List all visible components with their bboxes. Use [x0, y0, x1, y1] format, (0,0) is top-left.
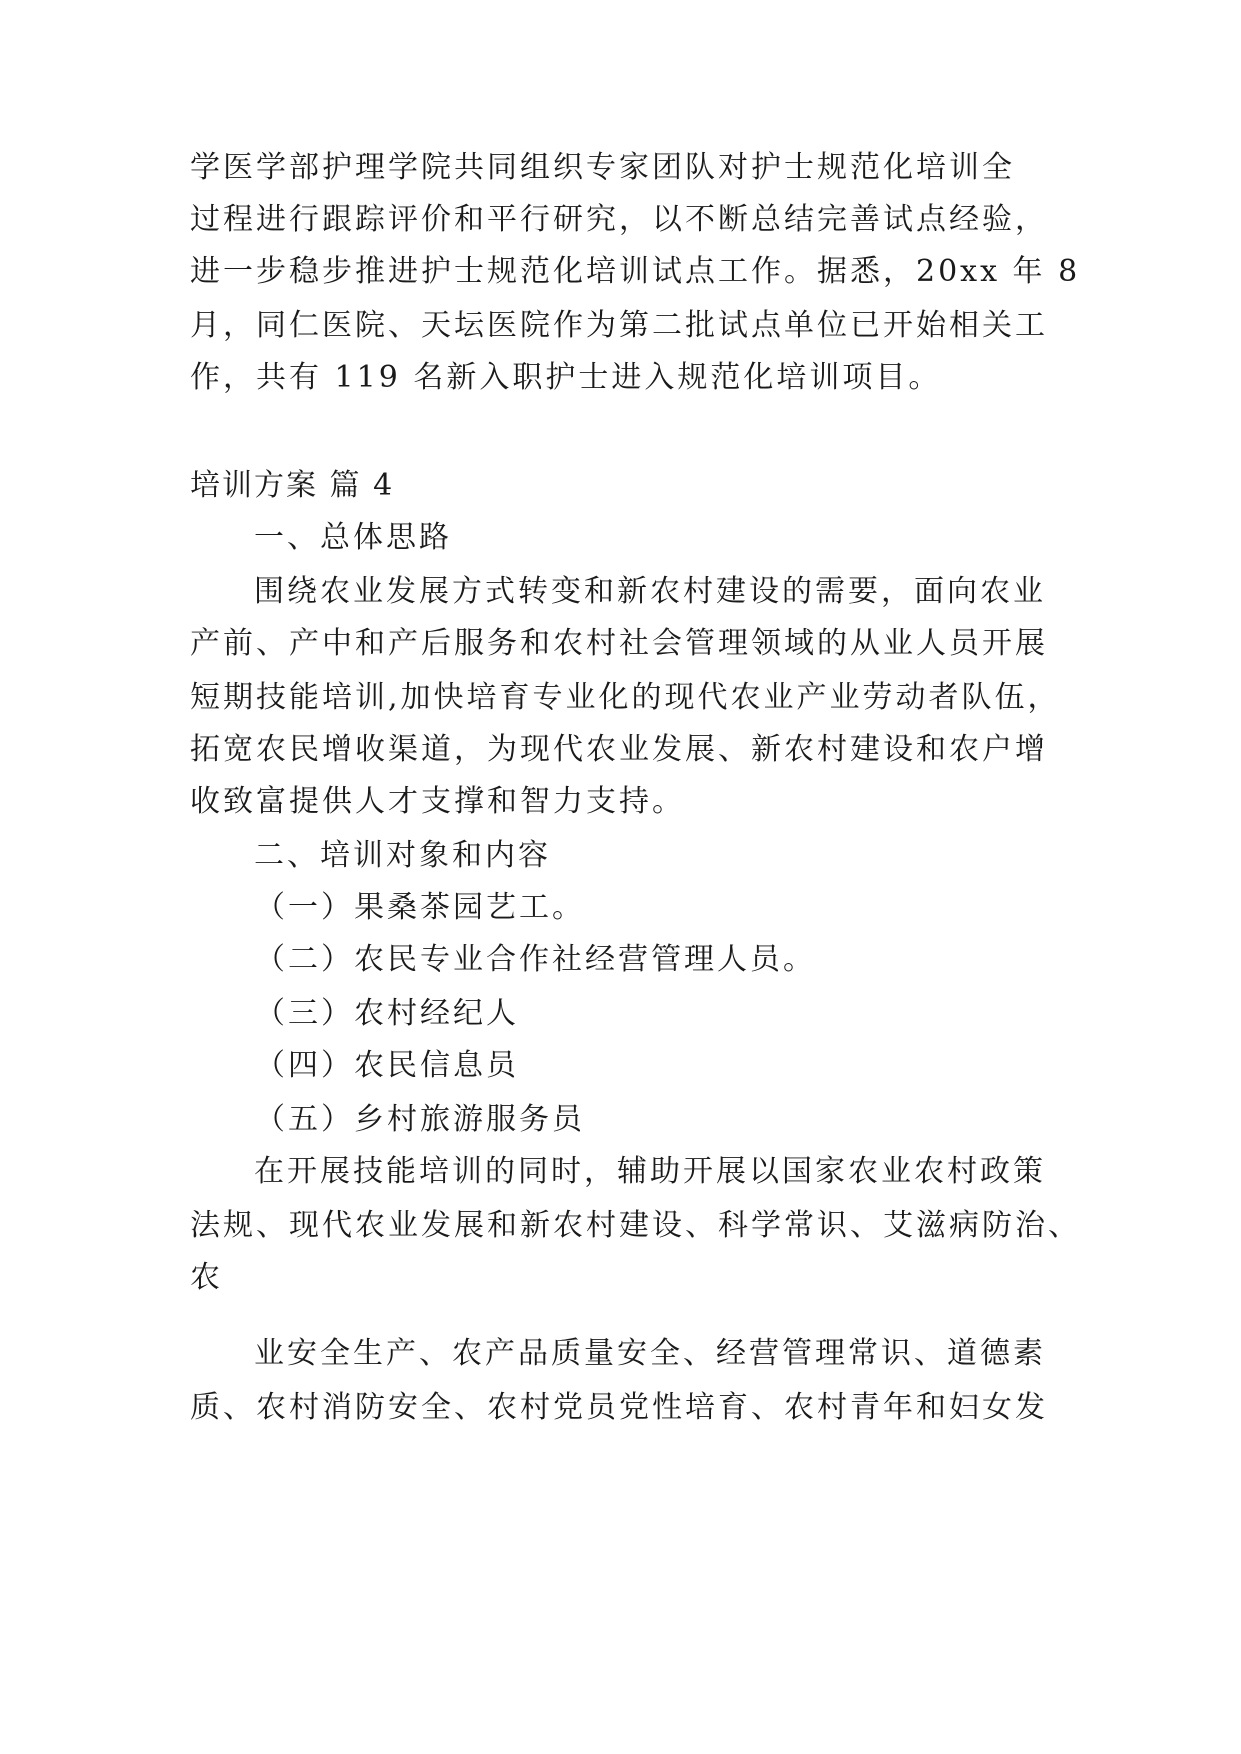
paragraph-line: 业安全生产、农产品质量安全、经营管理常识、道德素 [254, 1336, 1046, 1371]
paragraph-line: 作，共有 119 名新入职护士进入规范化培训项目。 [190, 360, 942, 395]
list-item: （二）农民专业合作社经营管理人员。 [255, 942, 816, 977]
paragraph-line: 收致富提供人才支撑和智力支持。 [190, 784, 685, 819]
heading-training-targets: 二、培训对象和内容 [254, 838, 551, 873]
list-item: （四）农民信息员 [255, 1048, 519, 1083]
paragraph-line: 产前、产中和产后服务和农村社会管理领域的从业人员开展 [190, 626, 1048, 661]
list-item: （三）农村经纪人 [255, 996, 519, 1031]
paragraph-line: 学医学部护理学院共同组织专家团队对护士规范化培训全 [190, 150, 1015, 185]
paragraph-line: 进一步稳步推进护士规范化培训试点工作。据悉，20xx 年 8 [190, 254, 1081, 289]
paragraph-line: 拓宽农民增收渠道，为现代农业发展、新农村建设和农户增 [190, 732, 1048, 767]
paragraph-line: 过程进行跟踪评价和平行研究，以不断总结完善试点经验， [190, 202, 1048, 237]
list-item: （一）果桑茶园艺工。 [255, 890, 585, 925]
paragraph-line: 月，同仁医院、天坛医院作为第二批试点单位已开始相关工 [190, 308, 1048, 343]
paragraph-line: 农 [190, 1260, 223, 1295]
paragraph-line: 短期技能培训,加快培育专业化的现代农业产业劳动者队伍， [190, 680, 1061, 715]
list-item: （五）乡村旅游服务员 [255, 1102, 585, 1137]
paragraph-line: 在开展技能培训的同时，辅助开展以国家农业农村政策 [254, 1154, 1046, 1189]
paragraph-line: 法规、现代农业发展和新农村建设、科学常识、艾滋病防治、 [190, 1208, 1081, 1243]
paragraph-line: 围绕农业发展方式转变和新农村建设的需要，面向农业 [254, 574, 1046, 609]
paragraph-line: 质、农村消防安全、农村党员党性培育、农村青年和妇女发 [190, 1390, 1048, 1425]
heading-overall-approach: 一、总体思路 [254, 520, 452, 555]
section-title: 培训方案 篇 4 [190, 468, 395, 503]
